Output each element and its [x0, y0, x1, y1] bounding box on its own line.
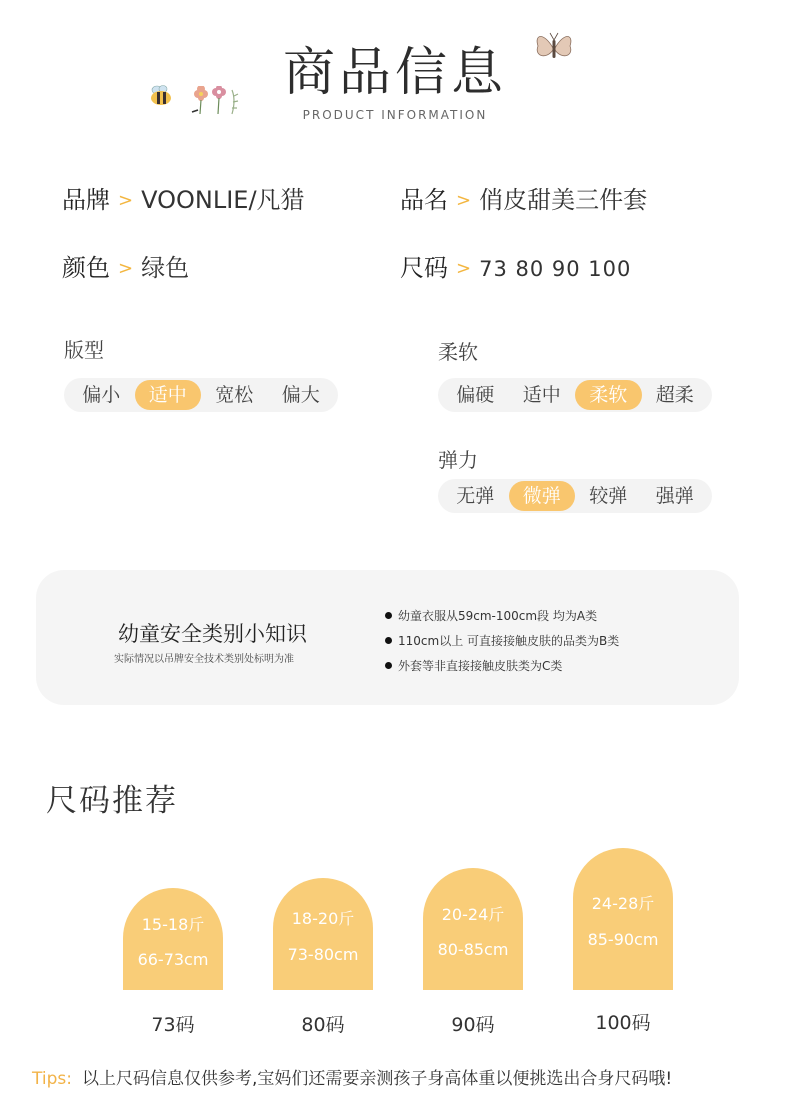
- elasticity-option[interactable]: 无弹: [456, 485, 495, 507]
- safety-bullet: 幼童衣服从59cm-100cm段 均为A类: [385, 607, 597, 624]
- fit-option[interactable]: 宽松: [215, 384, 254, 406]
- chevron-right-icon: >: [118, 190, 134, 211]
- size-weight: 20-24斤: [441, 905, 505, 924]
- size-recommend-title: 尺码推荐: [46, 783, 178, 819]
- size-card-90: [423, 868, 523, 990]
- elasticity-option[interactable]: 强弹: [655, 485, 694, 507]
- size-height: 85-90cm: [587, 930, 659, 949]
- brand-value: VOONLIE/凡猎: [141, 186, 305, 214]
- elasticity-selector: [438, 479, 712, 513]
- brand-label: 品牌: [62, 186, 110, 214]
- bullet-dot-icon: [385, 612, 392, 619]
- bullet-dot-icon: [385, 662, 392, 669]
- softness-option[interactable]: 偏硬: [456, 384, 495, 406]
- fit-option[interactable]: 偏小: [82, 384, 121, 406]
- page-subtitle: PRODUCT INFORMATION: [302, 108, 488, 122]
- size-height: 80-85cm: [437, 940, 509, 959]
- size-height: 73-80cm: [287, 945, 359, 964]
- size-weight: 18-20斤: [291, 909, 355, 928]
- size-row: [400, 248, 631, 283]
- color-value: 绿色: [141, 254, 190, 282]
- safety-card-subtitle: 实际情况以吊牌安全技术类别处标明为准: [114, 654, 294, 665]
- product-name-row: [400, 180, 647, 215]
- bullet-dot-icon: [385, 637, 392, 644]
- size-card-100: [573, 848, 673, 990]
- size-card-80: [273, 878, 373, 990]
- size-card-73: [123, 888, 223, 990]
- softness-option[interactable]: 适中: [522, 384, 561, 406]
- size-height: 66-73cm: [137, 950, 209, 969]
- size-label-90: 90码: [451, 1014, 495, 1036]
- fit-option[interactable]: 偏大: [281, 384, 320, 406]
- safety-bullet: 110cm以上 可直接接触皮肤的品类为B类: [385, 632, 619, 649]
- size-label-80: 80码: [301, 1014, 345, 1036]
- safety-bullet: 外套等非直接接触皮肤类为C类: [385, 657, 562, 674]
- elasticity-option[interactable]: 较弹: [589, 485, 628, 507]
- tips-note: [32, 1064, 672, 1089]
- size-label-100: 100码: [595, 1012, 651, 1034]
- fit-selector: [64, 378, 338, 412]
- size-label: 尺码: [400, 254, 448, 282]
- elasticity-option[interactable]: 微弹: [509, 481, 576, 511]
- chevron-right-icon: >: [456, 190, 472, 211]
- softness-label: 柔软: [438, 340, 478, 364]
- tips-text: 以上尺码信息仅供参考,宝妈们还需要亲测孩子身高体重以便挑选出合身尺码哦!: [81, 1069, 673, 1089]
- brand-row: [62, 180, 305, 215]
- tips-prefix: Tips:: [32, 1069, 72, 1089]
- chevron-right-icon: >: [118, 258, 134, 279]
- color-row: [62, 248, 189, 283]
- fit-label: 版型: [64, 338, 104, 362]
- product-name-value: 俏皮甜美三件套: [479, 186, 648, 214]
- size-label-73: 73码: [151, 1014, 195, 1036]
- elasticity-label: 弹力: [438, 448, 478, 472]
- color-label: 颜色: [62, 254, 110, 282]
- safety-card-title: 幼童安全类别小知识: [118, 622, 307, 646]
- page-title: 商品信息: [282, 43, 507, 103]
- softness-option[interactable]: 柔软: [575, 380, 642, 410]
- softness-selector: [438, 378, 712, 412]
- chevron-right-icon: >: [456, 258, 472, 279]
- size-weight: 24-28斤: [591, 894, 655, 913]
- softness-option[interactable]: 超柔: [655, 384, 694, 406]
- size-weight: 15-18斤: [141, 915, 205, 934]
- fit-option[interactable]: 适中: [135, 380, 202, 410]
- size-value: 73 80 90 100: [479, 257, 632, 281]
- product-name-label: 品名: [400, 186, 448, 214]
